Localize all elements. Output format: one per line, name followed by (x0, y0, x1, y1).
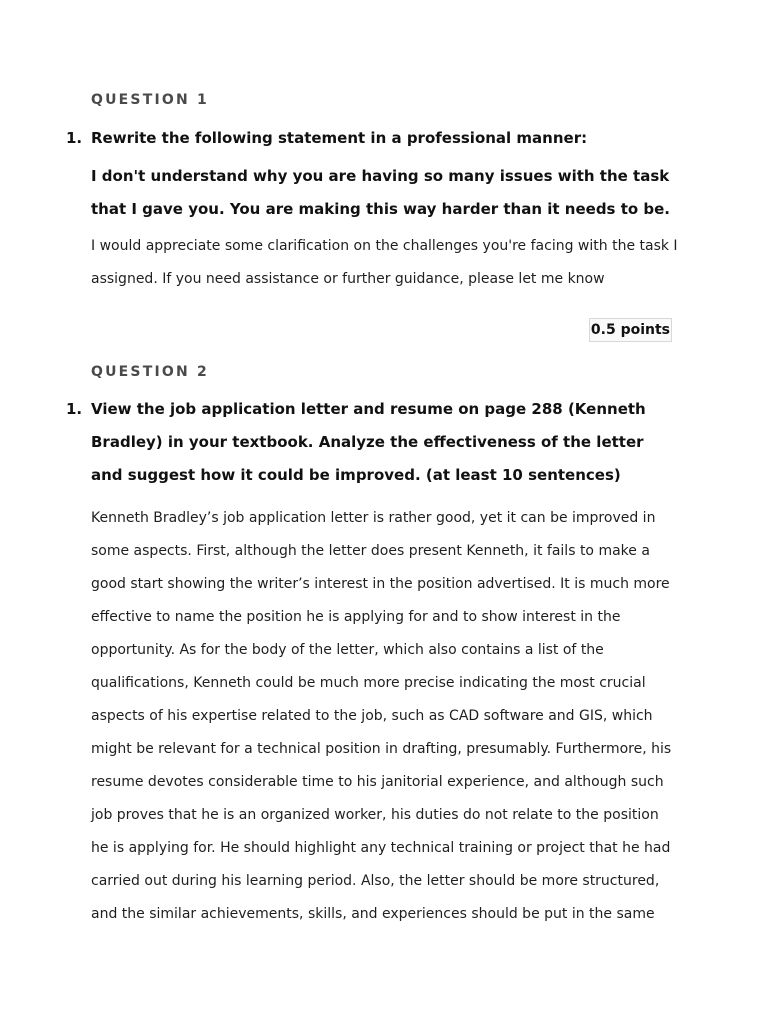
question-2-heading: QUESTION 2 (91, 364, 209, 380)
question-1-statement: I don't understand why you are having so many issues with the task that I gave you. You are making this way harder than it needs to be. (91, 167, 671, 218)
question-2-item (66, 393, 678, 931)
question-1-heading: QUESTION 1 (91, 92, 209, 108)
question-2-number: 1. (66, 400, 83, 418)
question-1-number: 1. (66, 129, 83, 147)
question-2-answer: Kenneth Bradley’s job application letter is rather good, yet it can be improved in some aspects. First, although the letter does present Kenneth, it fails to make a good start showing the writer’s interest in the position advertised. It is much more effective to name the position he is applying for and to show interest in the opportunity. As for the body of the letter, which also contains a list of the qualifications, Kenneth could be much more precise indicating the most crucial aspects of his expertise related to the job, such as CAD software and GIS, which might be relevant for a technical position in drafting, presumably. Furthermore, his resume devotes considerable time to his janitorial experience, and although such job proves that he is an organized worker, his duties do not relate to the position he is applying for. He should highlight any technical training or project that he had carried out during his learning period. Also, the letter should be more structured, and the similar achievements, skills, and experiences should be put in the same (91, 510, 672, 922)
points-badge: 0.5 points (589, 318, 672, 342)
question-2-prompt: View the job application letter and resume on page 288 (Kenneth Bradley) in your textbook. Analyze the effectiveness of the letter and suggest how it could be improved. (at least 10 sentences) (91, 400, 646, 484)
question-1-body (91, 122, 678, 296)
question-2-body (91, 393, 678, 931)
question-1-prompt: Rewrite the following statement in a professional manner: (91, 129, 588, 147)
question-1-answer: I would appreciate some clarification on the challenges you're facing with the task I assigned. If you need assistance or further guidance, please let me know (91, 238, 678, 287)
question-1-item (66, 122, 678, 296)
